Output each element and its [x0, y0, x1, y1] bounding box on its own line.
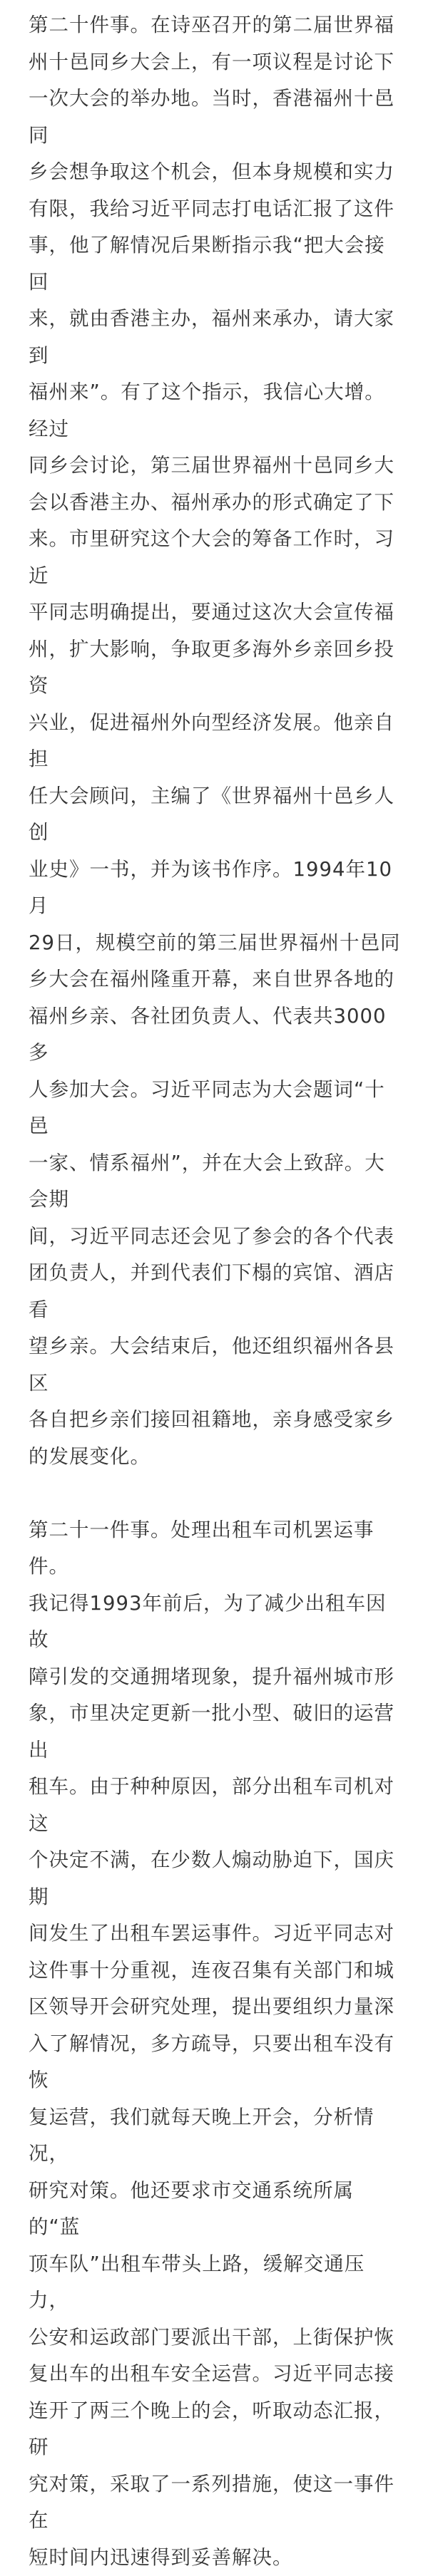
- text-line: 连开了两三个晚上的会，听取动态汇报，研: [29, 2393, 402, 2466]
- text-line: 个决定不满，在少数人煽动胁迫下，国庆期: [29, 1842, 402, 1915]
- text-line: 州，扩大影响，争取更多海外乡亲回乡投资: [29, 631, 402, 705]
- text-line: 望乡亲。大会结束后，他还组织福州各县区: [29, 1328, 402, 1402]
- text-line: 一家、情系福州”，并在大会上致辞。大会期: [29, 1145, 402, 1219]
- text-line: 公安和运政部门要派出干部，上街保护恢: [29, 2319, 402, 2357]
- text-line: 复出车的出租车安全运营。习近平同志接: [29, 2356, 402, 2393]
- text-line: 业史》一书，并为该书作序。1994年10月: [29, 852, 402, 925]
- text-line: 福州来”。有了这个指示，我信心大增。经过: [29, 374, 402, 448]
- text-line: 研究对策。他还要求市交通系统所属的“蓝: [29, 2173, 402, 2246]
- text-line: 我记得1993年前后，为了减少出租车因故: [29, 1586, 402, 1659]
- text-line: 的发展变化。: [29, 1439, 402, 1476]
- text-line: 兴业，促进福州外向型经济发展。他亲自担: [29, 705, 402, 778]
- text-line: 短时间内迅速得到妥善解决。: [29, 2540, 402, 2576]
- text-line: 州十邑同乡大会上，有一项议程是讨论下: [29, 44, 402, 81]
- text-line: 一次大会的举办地。当时，香港福州十邑同: [29, 81, 402, 154]
- paragraph-twentieth-matter: [29, 7, 402, 1475]
- text-line: 会以香港主办、福州承办的形式确定了下: [29, 485, 402, 522]
- paragraph-spacer: [29, 1475, 402, 1512]
- text-line: 租车。由于种种原因，部分出租车司机对这: [29, 1769, 402, 1842]
- text-line: 来。市里研究这个大会的筹备工作时，习近: [29, 521, 402, 594]
- text-line: 这件事十分重视，连夜召集有关部门和城: [29, 1952, 402, 1990]
- text-line: 福州乡亲、各社团负责人、代表共3000多: [29, 998, 402, 1072]
- text-line: 第二十件事。在诗巫召开的第二届世界福: [29, 7, 402, 44]
- text-line: 复运营，我们就每天晚上开会，分析情况，: [29, 2099, 402, 2173]
- text-line: 间发生了出租车罢运事件。习近平同志对: [29, 1915, 402, 1952]
- text-line: 29日，规模空前的第三届世界福州十邑同: [29, 925, 402, 962]
- text-line: 障引发的交通拥堵现象，提升福州城市形: [29, 1659, 402, 1696]
- text-line: 有限，我给习近平同志打电话汇报了这件: [29, 191, 402, 228]
- text-line: 第二十一件事。处理出租车司机罢运事件。: [29, 1512, 402, 1586]
- text-line: 同乡会讨论，第三届世界福州十邑同乡大: [29, 448, 402, 485]
- text-line: 人参加大会。习近平同志为大会题词“十邑: [29, 1072, 402, 1145]
- text-line: 间，习近平同志还会见了参会的各个代表: [29, 1219, 402, 1256]
- text-line: 乡会想争取这个机会，但本身规模和实力: [29, 154, 402, 191]
- text-line: 入了解情况，多方疏导，只要出租车没有恢: [29, 2026, 402, 2099]
- text-line: 乡大会在福州隆重开幕，来自世界各地的: [29, 961, 402, 998]
- text-line: 任大会顾问，主编了《世界福州十邑乡人创: [29, 778, 402, 852]
- text-line: 各自把乡亲们接回祖籍地，亲身感受家乡: [29, 1402, 402, 1439]
- text-line: 象，市里决定更新一批小型、破旧的运营出: [29, 1695, 402, 1769]
- text-line: 顶车队”出租车带头上路，缓解交通压力，: [29, 2246, 402, 2319]
- text-line: 究对策，采取了一系列措施，使这一事件在: [29, 2466, 402, 2540]
- paragraph-twenty-first-matter: [29, 1512, 402, 2576]
- text-line: 平同志明确提出，要通过这次大会宣传福: [29, 594, 402, 631]
- text-line: 来，就由香港主办，福州来承办，请大家到: [29, 301, 402, 374]
- text-line: 事，他了解情况后果断指示我“把大会接回: [29, 227, 402, 301]
- text-line: 团负责人，并到代表们下榻的宾馆、酒店看: [29, 1255, 402, 1328]
- text-line: 区领导开会研究处理，提出要组织力量深: [29, 1989, 402, 2026]
